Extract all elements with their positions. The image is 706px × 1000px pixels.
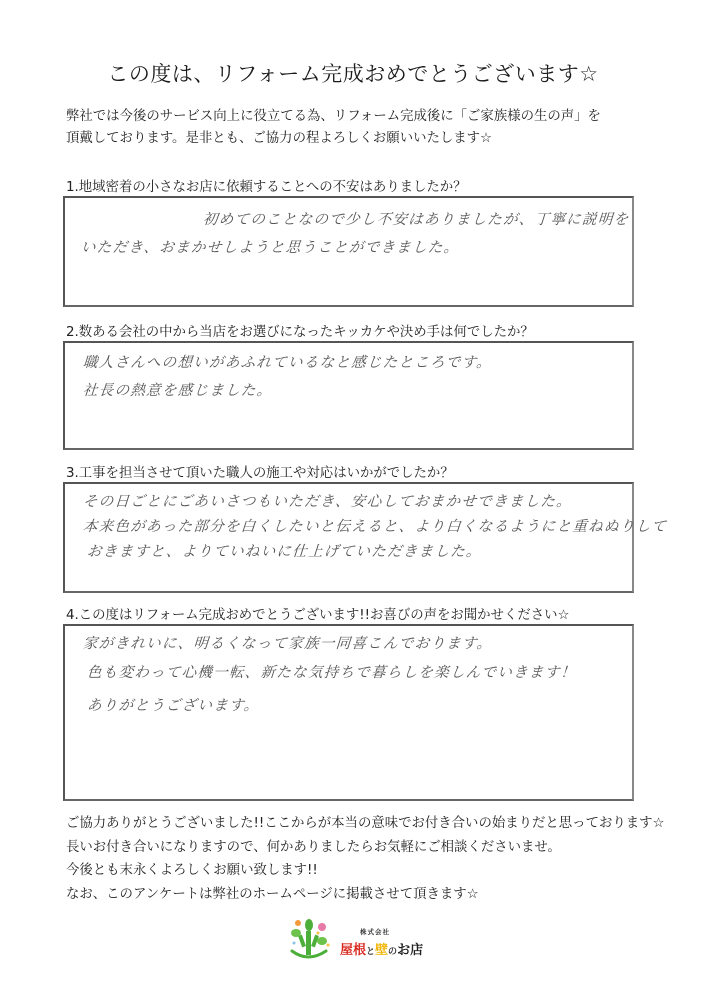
closing-line: 長いお付き合いになりますので、何かありましたらお気軽にご相談くださいませ。 bbox=[66, 839, 561, 855]
closing-line: ご協力ありがとうございました!!ここからが本当の意味でお付き合いの始まりだと思っております☆ bbox=[66, 816, 665, 831]
intro-text bbox=[66, 106, 601, 150]
closing-line: 今後とも末永くよろしくお願い致します!! bbox=[66, 863, 318, 878]
answer-line: 家がきれいに、明るくなって家族一同喜こんでおります。 bbox=[82, 635, 494, 652]
question-4-answer-box bbox=[63, 624, 634, 801]
logo-name-part: 屋根 bbox=[340, 943, 367, 958]
question-1-answer-box bbox=[63, 196, 634, 307]
logo-company-name bbox=[340, 939, 423, 958]
answer-line: 初めてのことなので少し不安はありましたが、丁寧に説明を bbox=[202, 211, 630, 228]
question-4-label: 4.この度はリフォーム完成おめでとうございます!!お喜びの声をお聞かせください☆ bbox=[66, 608, 570, 623]
logo-name-part: の bbox=[388, 947, 398, 957]
logo-name-part: お店 bbox=[397, 943, 424, 958]
page-title: この度は、リフォーム完成おめでとうございます☆ bbox=[107, 62, 599, 86]
closing-message bbox=[66, 812, 665, 906]
logo-company-type: 株式会社 bbox=[360, 928, 390, 936]
answer-line: ありがとうございます。 bbox=[86, 697, 261, 714]
tree-logo-icon bbox=[282, 915, 338, 963]
question-3-label: 3.工事を担当させて頂いた職人の施工や対応はいかがでしたか？ bbox=[66, 466, 454, 481]
closing-line: なお、このアンケートは弊社のホームページに掲載させて頂きます☆ bbox=[66, 886, 479, 902]
intro-line: 弊社では今後のサービス向上に役立てる為、リフォーム完成後に「ご家族様の生の声」を bbox=[66, 109, 601, 124]
question-2-label: 2.数ある会社の中から当店をお選びになったキッカケや決め手は何でしたか？ bbox=[66, 325, 534, 340]
answer-line: 色も変わって心機一転、新たな気持ちで暮らしを楽しんでいきます！ bbox=[86, 664, 577, 681]
answer-line: 本来色があった部分を白くしたいと伝えると、より白くなるようにと重ねぬりして bbox=[82, 518, 668, 535]
question-3-answer-box bbox=[63, 482, 668, 593]
question-2-answer-box bbox=[63, 341, 634, 450]
logo-name-part: 壁 bbox=[375, 943, 389, 958]
question-1-label: 1.地域密着の小さなお店に依頼することへの不安はありましたか？ bbox=[66, 180, 467, 195]
logo-name-part: と bbox=[366, 947, 376, 957]
answer-line: いただき、おまかせしようと思うことができました。 bbox=[80, 239, 460, 256]
answer-line: 職人さんへの想いがあふれているなと感じたところです。 bbox=[82, 354, 493, 371]
answer-line: おきますと、よりていねいに仕上げていただきました。 bbox=[86, 543, 483, 560]
answer-line: 社長の熱意を感じました。 bbox=[82, 382, 274, 399]
company-logo bbox=[282, 915, 422, 963]
answer-line: その日ごとにごあいさつもいただき、安心しておまかせできました。 bbox=[82, 493, 573, 510]
intro-line: 頂戴しております。是非とも、ご協力の程よろしくお願いいたします☆ bbox=[66, 131, 493, 146]
